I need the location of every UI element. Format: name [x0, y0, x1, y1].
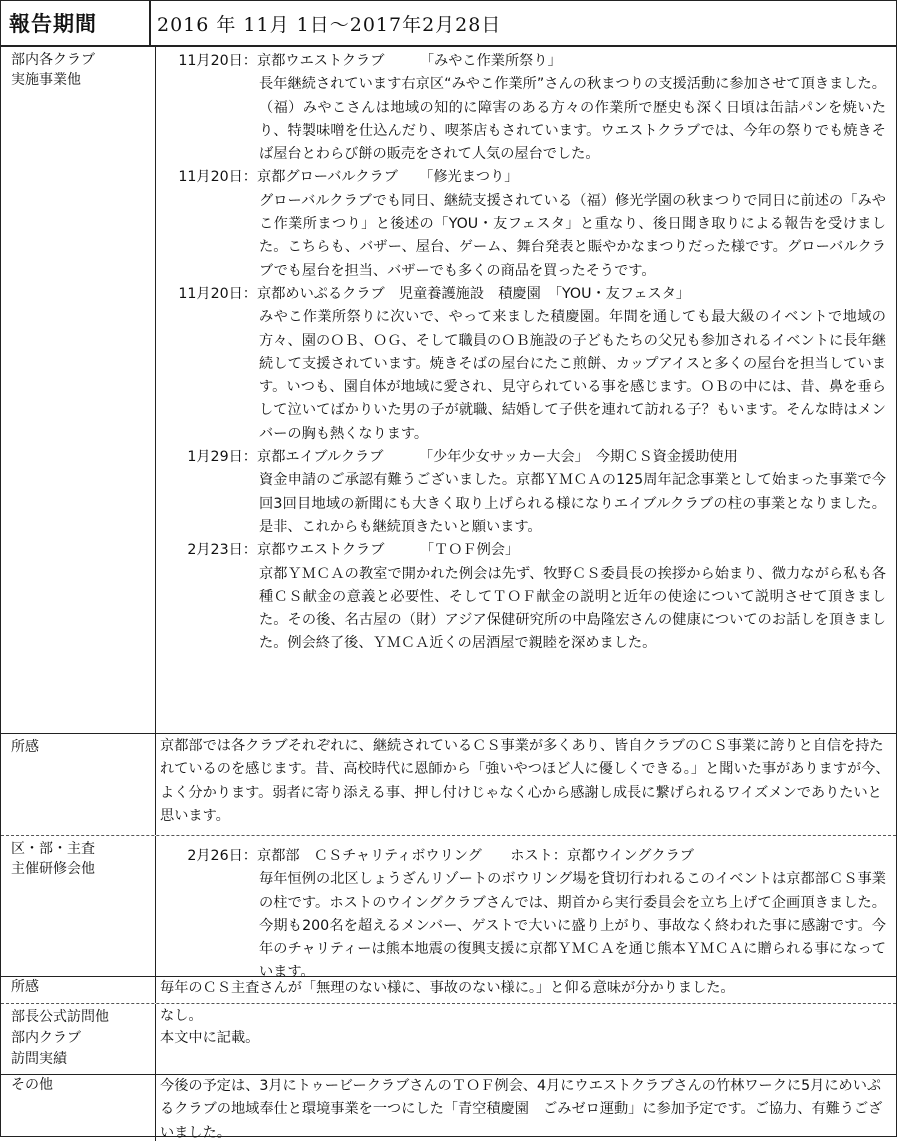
activity-date: 11月20日：: [178, 169, 257, 186]
impression-text: 京都部では各クラブそれぞれに、継続されているＣＳ事業が多くあり、皆自クラブのＣＳ事業に誇りと自信を持たれているのを感じます。昔、高校時代に恩師から「強いやつほど人に優しくできる。」と聞いた事がありますが今、よく分かります。弱者に寄り添える事、押し付けじゃなく心から感謝し成長に繋げられるワイズメンでありたいと思います。: [160, 738, 890, 824]
activity-entry: [161, 50, 892, 166]
activity-title: 京都エイブルクラブ 「少年少女サッカー大会」 今期ＣＳ資金援助使用: [257, 449, 738, 466]
report-period-row: [1, 1, 896, 47]
visits-label-line: 部長公式訪問他: [11, 1009, 109, 1025]
activity-date: 2月23日：: [187, 542, 257, 559]
event-date: 2月26日：: [187, 848, 257, 864]
activity-date: 11月20日：: [178, 53, 257, 69]
activities-row: [1, 47, 896, 734]
activities-label: [1, 47, 156, 733]
other-row: [1, 1075, 896, 1141]
activity-date: 1月29日：: [187, 449, 257, 466]
visits-line: 本文中に記載。: [160, 1030, 260, 1046]
activity-entry: [161, 539, 892, 655]
district-events-content: [156, 836, 896, 981]
impression-text-2: 毎年のＣＳ主査さんが「無理のない様に、事故のない様に。」と仰る意味が分かりました。: [160, 980, 735, 996]
visits-label-line: 部内クラブ: [11, 1030, 81, 1046]
district-events-label-line: 区・部・主査: [11, 841, 95, 857]
other-text: 今後の予定は、3月にトゥービークラブさんのＴＯＦ例会、4月にウエストクラブさんの竹林ワークに5月にめいぷるクラブの地域奉仕と環境事業を一つにした「青空積慶園 ごみゼロ運動」に参加予定です。ご協力、有難うございました。: [160, 1078, 883, 1141]
report-period-value: 2016 年 11月 1日～2017年2月28日: [157, 13, 502, 36]
activity-date: 11月20日：: [178, 285, 257, 302]
activity-title: 京都グローバルクラブ 「修光まつり」: [257, 169, 519, 186]
activity-body: みやこ作業所祭りに次いで、やって来ました積慶園。年間を通しても最大級のイベントで地域の方々、園のＯＢ、ＯＧ、そして職員のＯＢ施設の子どもたちの父兄も参加されるイベントに長年継続して支援されています。焼きそばの屋台にたこ煎餅、カップアイスと多くの屋台を担当しています。いつも、園自体が地域に愛され、見守られている事を感じます。ＯＢの中には、昔、鼻を垂らして泣いてばかりいた男の子が就職、結婚して子供を連れて訪れる子？もいます。そんな時はメンバーの胸も熱くなります。: [259, 309, 886, 442]
activity-body: 長年継続されています右京区“みやこ作業所”さんの秋まつりの支援活動に参加させて頂きました。（福）みやこさんは地域の知的に障害のある方々の作業所で歴史も深く日頃は缶詰パンを焼いたり、特製味噌を仕込んだり、喫茶店もされています。ウエストクラブでは、今年の祭りでも焼きそば屋台とわらび餅の販売をされて人気の屋台でした。: [259, 76, 886, 163]
activity-body: 京都ＹＭＣＡの教室で開かれた例会は先ず、牧野ＣＳ委員長の挨拶から始まり、微力ながら私も各種ＣＳ献金の意義と必要性、そしてＴＯＦ献金の説明と近年の使途について説明させて頂きました。その後、名古屋の（財）アジア保健研究所の中島隆宏さんの健康についてのお話しを頂きました。例会終了後、ＹＭＣＡ近くの居酒屋で親睦を深めました。: [259, 565, 886, 652]
district-events-label-line: 主催研修会他: [11, 861, 95, 877]
event-body: 毎年恒例の北区しょうざんリゾートのボウリング場を貸切行われるこのイベントは京都部ＣＳ事業の柱です。ホストのウイングクラブさんでは、期首から実行委員会を立ち上げて企画頂きました。今期も200名を超えるメンバー、ゲストで大いに盛り上がり、事故なく終われた事に感謝です。今年のチャリティーは熊本地震の復興支援に京都ＹＭＣＡを通じ熊本ＹＭＣＡに贈られる事になっています。: [259, 871, 886, 981]
visits-label-line: 訪問実績: [11, 1051, 67, 1067]
activities-content: [156, 47, 896, 733]
visits-content: [156, 1004, 896, 1074]
impression-row-2: [1, 977, 896, 1004]
report-period-label: 報告期間: [1, 1, 151, 45]
activity-entry: [161, 446, 892, 539]
activity-title: 京都ウエストクラブ 「みやこ作業所祭り」: [257, 53, 562, 69]
district-events-label: [1, 836, 156, 976]
activity-body: 資金申請のご承認有難うございました。京都ＹＭＣＡの125周年記念事業として始まった事業で今回3回目地域の新聞にも大きく取り上げられる様になりエイブルクラブの柱の事業となりました。是非、これからも継続頂きたいと願います。: [259, 472, 886, 535]
activity-entry: [161, 283, 892, 446]
activities-label-line: 部内各クラブ: [11, 52, 95, 68]
activity-title: 京都めいぷるクラブ 児童養護施設 積慶園 「YOU・友フェスタ」: [257, 285, 691, 302]
activity-title: 京都ウエストクラブ 「ＴＯＦ例会」: [257, 542, 520, 559]
visits-line: なし。: [160, 1008, 203, 1024]
impression-label-2: 所感: [1, 977, 156, 1003]
activity-body: グローバルクラブでも同日、継続支援されている（福）修光学園の秋まつりで同日に前述の「みやこ作業所まつり」と後述の「YOU・友フェスタ」と重なり、後日聞き取りによる報告を受けました。こちらも、バザー、屋台、ゲーム、舞台発表と賑やかなまつりだった様です。グローバルクラブでも屋台を担当、バザーでも多くの商品を買ったそうです。: [259, 192, 886, 279]
district-events-row: [1, 836, 896, 981]
event-title: 京都部 ＣＳチャリティボウリング ホスト：京都ウイングクラブ: [257, 848, 694, 864]
activity-entry: [161, 166, 892, 282]
impression-label: 所感: [1, 734, 156, 835]
visits-label: [1, 1004, 156, 1074]
activities-label-line: 実施事業他: [11, 72, 81, 88]
visits-row: [1, 1004, 896, 1075]
other-label: その他: [1, 1075, 156, 1141]
impression-row: [1, 734, 896, 836]
